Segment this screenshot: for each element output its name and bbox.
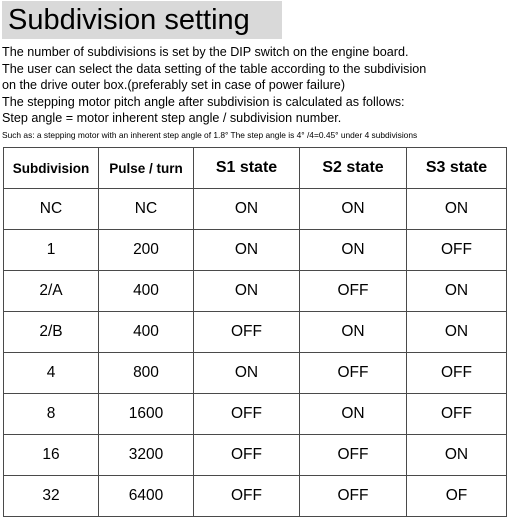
cell-subdivision: 1 [4, 230, 99, 271]
description-line-2: The user can select the data setting of the table according to the subdivision [2, 61, 427, 76]
cell-s2-state: OFF [300, 476, 407, 517]
header-s1-state: S1 state [194, 148, 300, 189]
page-title: Subdivision setting [8, 4, 250, 36]
cell-subdivision: 8 [4, 394, 99, 435]
cell-s1-state: ON [194, 189, 300, 230]
cell-s3-state: OF [407, 476, 507, 517]
cell-s3-state: ON [407, 435, 507, 476]
header-subdivision: Subdivision [4, 148, 99, 189]
cell-s3-state: ON [407, 312, 507, 353]
cell-s3-state: ON [407, 189, 507, 230]
cell-s2-state: OFF [300, 271, 407, 312]
cell-s1-state: OFF [194, 312, 300, 353]
cell-subdivision: 16 [4, 435, 99, 476]
cell-subdivision: 4 [4, 353, 99, 394]
example-note: Such as: a stepping motor with an inherent step angle of 1.8° The step angle is 4° /4=0.45° under 4 subdivisions [2, 129, 418, 140]
cell-s1-state: ON [194, 271, 300, 312]
cell-s2-state: ON [300, 312, 407, 353]
cell-subdivision: 2/A [4, 271, 99, 312]
cell-s3-state: OFF [407, 353, 507, 394]
cell-pulse-turn: 400 [99, 271, 194, 312]
cell-s2-state: ON [300, 230, 407, 271]
cell-s2-state: ON [300, 189, 407, 230]
table-row [4, 435, 507, 476]
cell-s1-state: ON [194, 230, 300, 271]
cell-subdivision: 2/B [4, 312, 99, 353]
cell-pulse-turn: 800 [99, 353, 194, 394]
cell-pulse-turn: 400 [99, 312, 194, 353]
table-row [4, 394, 507, 435]
cell-s1-state: OFF [194, 394, 300, 435]
cell-s1-state: OFF [194, 435, 300, 476]
table-row [4, 353, 507, 394]
description-line-4: The stepping motor pitch angle after subdivision is calculated as follows: [2, 94, 405, 109]
cell-pulse-turn: 6400 [99, 476, 194, 517]
cell-s3-state: OFF [407, 230, 507, 271]
cell-s1-state: ON [194, 353, 300, 394]
cell-subdivision: NC [4, 189, 99, 230]
table-row [4, 230, 507, 271]
cell-s2-state: OFF [300, 353, 407, 394]
subdivision-table [3, 147, 507, 517]
cell-pulse-turn: NC [99, 189, 194, 230]
header-s3-state: S3 state [407, 148, 507, 189]
cell-s2-state: ON [300, 394, 407, 435]
header-s2-state: S2 state [300, 148, 407, 189]
description-line-3: on the drive outer box.(preferably set in case of power failure) [2, 78, 346, 93]
header-pulse-turn: Pulse / turn [99, 148, 194, 189]
table-row [4, 189, 507, 230]
table-row [4, 476, 507, 517]
cell-pulse-turn: 1600 [99, 394, 194, 435]
table-row [4, 312, 507, 353]
table-header-row [4, 148, 507, 189]
description-line-5: Step angle = motor inherent step angle / subdivision number. [2, 111, 342, 126]
cell-pulse-turn: 200 [99, 230, 194, 271]
cell-subdivision: 32 [4, 476, 99, 517]
cell-s1-state: OFF [194, 476, 300, 517]
description-line-1: The number of subdivisions is set by the DIP switch on the engine board. [2, 45, 409, 59]
cell-pulse-turn: 3200 [99, 435, 194, 476]
cell-s3-state: OFF [407, 394, 507, 435]
description [2, 44, 508, 141]
cell-s2-state: OFF [300, 435, 407, 476]
cell-s3-state: ON [407, 271, 507, 312]
table-row [4, 271, 507, 312]
